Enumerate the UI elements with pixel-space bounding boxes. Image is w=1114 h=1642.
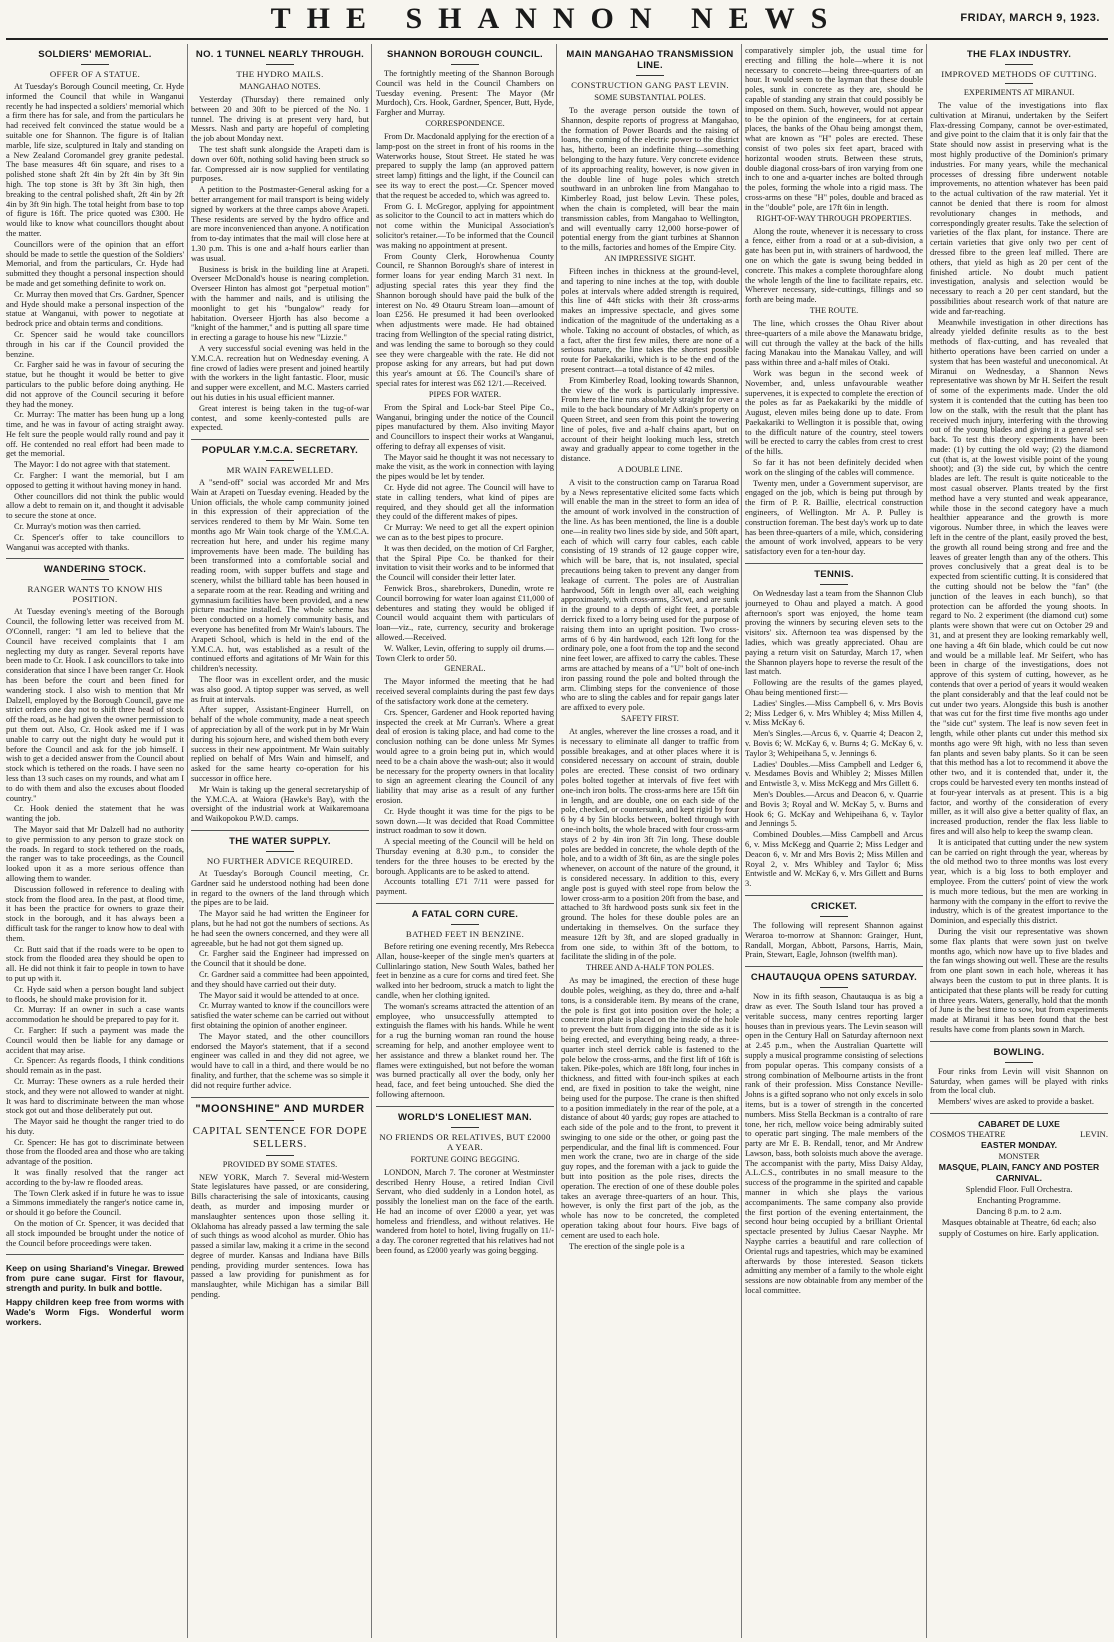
paragraph: Men's Doubles.—Arcus and Deacon 6, v. Quarrie and Bovis 3; Royal and W. McKay 5, v. Burns and Hook 6; G. McKay and Wehipeihana 6, v. Taylor and Jennings 5. xyxy=(745,789,923,829)
paragraph: As may be imagined, the erection of these huge double poles, weighing, as they do, three and a-half tons, is a considerable item. By means of the crane, the pole is first got into position over the hole; a concrete iron plate is placed on the inside of the hole to prevent the butt from digging into the side as it is being erected, and everything being ready, a three-quarter inch steel derrick cable is fastened to the pole below the cross-arms, and the first lift of 16ft is taken. Pike-poles, which are 18ft long, four inches in thickness, and fitted with four-inch spikes at each end, are fixed in position to take the weight, nine being used for the purpose. The crane is then shifted to a position immediately in the rear of the pole, at a distance of about 40 yards; guy ropes are attached to each side of the pole and to the front, to prevent it swinging to one side or the other, or going past the perpendicular, and the final lift is commenced. Four men work the crane, two are in charge of the side guy ropes, and the foreman with a jack to guide the butt into position as the pole rises, directs the operation. The erection of one of these double poles takes an average three-quarters of an hour. This, however, is only the first part of the job, as the whole has now to be concreted, the completed operation taking about four hours. Five bags of cement are used to each hole. xyxy=(561,976,739,1240)
divider xyxy=(820,584,848,585)
article-bowling xyxy=(930,1047,1108,1107)
divider xyxy=(266,1155,294,1156)
article-ymca xyxy=(191,445,369,824)
divider xyxy=(451,64,479,65)
paragraph: A special meeting of the Council will be held on Thursday evening at 8.30 p.m., to consider the tenders for the three houses to be erected by the borough. Applicants are to be asked to attend. xyxy=(376,837,554,876)
paragraph: At Tuesday's Borough Council meeting, Cr. Hyde informed the Council that while in Wanganui recently he had inspected a soldiers' memorial which a firm there has for sale, and from the particulars he had received felt convinced the statue would be a suitable one for Shannon. The figure is of Italian marble, life size, sculptured in Italy and standing on a New Zealand Coromandel grey granite pedestal. The base measures 4ft 6in square, and rises to a polished stone shaft 2ft 4in by 2ft 4in by 3ft 9in high. The top stone is 3ft by 3ft 3in high, then breaking to the central polished shaft, 2ft 4in by 2ft 4in by 3ft 9in high. The total height from base to top of figure is 16ft. The price quoted was £300. He would like to know what councillors thought about the matter. xyxy=(6,82,184,238)
subheading: NO FRIENDS OR RELATIVES, BUT £2000 A YEAR. xyxy=(379,1131,551,1152)
paragraph: The Mayor said he thought the ranger tried to do his duty. xyxy=(6,1117,184,1136)
divider xyxy=(820,987,848,988)
paragraph: Four rinks from Levin will visit Shannon on Saturday, when games will be played with rinks from the local club. xyxy=(930,1066,1108,1096)
event-line: MONSTER xyxy=(998,1150,1040,1161)
headline: SHANNON BOROUGH COUNCIL. xyxy=(386,49,544,60)
paragraph: The value of the investigations into flax cultivation at Miranui, undertaken by the Seifert Flax-dressing Company, cannot be over-estimated, and give point to the claim that it is only fair that the State should now assist in preserving what is the most highly productive of the Dominion's primary industries. For many years, while the mechanical processes of dressing fibre underwent notable improvements, no attention whatever has been paid to the actual cultivation of the raw material. Yet it cannot be denied that there is room for almost revolutionary changes in methods, and correspondingly greater results. Take the selection of varieties of the flax plant, for instance. There are certain varieties that give only two per cent of dressed fibre to the green leaf milled. There are others, that yield as high as 20 per cent of the finished article. No doubt much patient investigation, analysis and selection would be necessary to reach a 20 per cent standard, but the possibilities about research work of that nature are wide and far-reaching. xyxy=(930,101,1108,316)
paragraph: Work was begun in the second week of November, and, unless unfavourable weather supervenes, it is expected to complete the erection of the poles as far as Paekakariki by the middle of August, eleven miles being done up to date. From Paekakariki to Wellington it is possible that, owing to the difficult nature of the country, steel towers will be erected to carry the cables from crest to crest of the hills. xyxy=(745,368,923,457)
advertisement-vinegar: Keep on using Shariand's Vinegar. Brewed from pure cane sugar. First for flavour, strength and purity. In bulk and bottle. xyxy=(6,1263,184,1294)
divider xyxy=(266,64,294,65)
article-loneliest-man xyxy=(376,1112,554,1256)
paragraph: On the motion of Cr. Spencer, it was decided that all stock impounded be brought under the notice of the Council before proceedings were taken. xyxy=(6,1219,184,1248)
divider xyxy=(266,1120,294,1121)
paragraph: Cr. Fargher: If such a payment was made the Council would then be liable for any damage or accident that may arise. xyxy=(6,1025,184,1055)
paragraph: Cr. Hyde thought it was time for the pigs to be sown down.—It was decided that Road Committee instruct roadman to sow it down. xyxy=(376,806,554,836)
divider xyxy=(191,439,369,440)
advertisement-box xyxy=(6,1254,184,1327)
article-soldiers-memorial xyxy=(6,49,184,552)
paragraph: Discussion followed in reference to dealing with stock from the flood area. In the past, at flood time, it has been the practice for owners to graze their stock in the borough, and it has always been a difficult task for the ranger to know how to deal with them. xyxy=(6,884,184,943)
divider xyxy=(266,460,294,461)
column-rule xyxy=(741,44,742,1638)
paragraph: Fenwick Bros., sharebrokers, Dunedin, wrote re Council borrowing for water loan against £11,000 of debentures and stating they would be obliged if Council would acquaint them with particulars of loan—viz., rate, currency, security and brokerage allowed.—Received. xyxy=(376,584,554,643)
paragraph: The Mayor said it would be attended to at once. xyxy=(199,990,360,1000)
paragraph: A petition to the Postmaster-General asking for a better arrangement for mail transport is being widely signed by workers at the three camps above Arapeti. These residents are served by the hydro office and are more inconvenienced than anyone. A notification from to-day intimates that the mail will close here at 1.30 p.m. This is one and a-half hours earlier than was usual. xyxy=(191,185,369,263)
paragraph: The test shaft sunk alongside the Arapeti dam is down over 60ft, nothing solid having been struck so far. Compressed air is now supplied for ventilating purposes. xyxy=(191,144,369,184)
divider xyxy=(191,830,369,831)
divider xyxy=(451,1127,479,1128)
subheading: THE ROUTE. xyxy=(809,305,859,315)
paragraph: Cr. Fargher: I want the memorial, but I am opposed to getting it without having money in hand. xyxy=(6,471,184,490)
paragraph: From Dr. Macdonald applying for the erection of a lamp-post on the street in front of his rooms in the Waterworks house, Stout Street. He stated he was prepared to supply the lamp (an approved pattern street lamp) fittings and the light, if the Council can see its way to erect the post.—Cr. Spencer moved that the request be acceded to, which was agreed to. xyxy=(376,131,554,200)
divider xyxy=(191,1097,369,1098)
paragraph: Members' wives are asked to provide a basket. xyxy=(938,1097,1094,1107)
paragraph: Cr. Hyde did not agree. The Council will have to state in calling tenders, what kind of pipes are required, and they should get all the information they could of the different makes of pipes. xyxy=(376,483,554,522)
subheading: RANGER WANTS TO KNOW HIS POSITION. xyxy=(27,584,163,605)
paragraph: comparatively simpler job, the usual time for erecting and filling the hole—where it is not necessary to concrete—being three-quarters of an hour. It would seem to the layman that these double poles, sunk in concrete as they are, should be capable of standing any strain that could possibly be imposed on them. Such, however, would not appear to be the opinion of the engineers, for at certain places, the banks of the Ohau being amongst them, what are known as "H" poles are erected. These consist of two poles six feet apart, braced with horizontal wooden struts. Between these struts, double diagonal cross-bars of iron varying from one inch to one and a-quarter inches are bolted through the poles, forming the whole into a rigid mass. The cross-arms on these "H" poles, double and braced as in the "double" pole, are 17ft 6in in length. xyxy=(745,46,923,212)
article-transmission-line xyxy=(561,49,739,1251)
paragraph: Cr. Murray wanted to know if the councillors were satisfied the water scheme can be carried out without first obtaining the opinion of another engineer. xyxy=(191,1001,369,1030)
headline: A FATAL CORN CURE. xyxy=(411,908,519,920)
paragraph: The Mayor said that Mr Dalzell had no authority to give permission to any person to graze stock on the roads. In regard to stock tethered on the roads, the ranger was to take proceedings, as the Council looked upon it as a more serious offence than allowing them to wander. xyxy=(6,824,184,883)
subheading: MANGAHAO NOTES. xyxy=(239,82,321,91)
article-borough-council xyxy=(376,49,554,897)
paragraph: From G. I. McGregor, applying for appointment as solicitor to the Council to act in matters which do not come within the Municipal Association's solicitor's retainer.—To be informed that the Council was making no appointment at present. xyxy=(376,201,554,250)
paragraph: Cr. Hyde said when a person bought land subject to floods, he should make provision for it. xyxy=(6,984,184,1004)
divider xyxy=(745,966,923,967)
divider xyxy=(451,924,479,925)
paragraph: From Kimberley Road, looking towards Shannon, the view of the work is particularly impressive. From here the line runs absolutely straight for over a mile to the back boundary of Mr Adkin's property on Queen Street, and seen from this point the towering line of poles, five and a-half chains apart, but on account of their height looking much less, stretch away and gradually appear to come together in the distance. xyxy=(561,375,739,464)
paragraph: Now in its fifth season, Chautauqua is as big a draw as ever. The South Island tour has proved a veritable success, many centres reporting larger houses than in previous years. The Levin season will open in the Century Hall on Saturday afternoon next at 2.45 p.m., when the Australian Quartette will supply a musical programme consisting of selections from popular operas. This company consists of a strong combination of Melbourne artists in the front rank of their profession. Miss Constance Neville-Johns is a gifted soprano who not only excels in solo items, but is a tower of strength in the concerted numbers. Miss Stella Beckman is a contralto of rare tone, her rich, mellow voice being admirably suited to operatic part singing. The male members of the party are Mr E. B. Rendall, tenor, and Mr Andrew Lawson, bass, both soloists much above the average. The accompanist with the party, Miss Daisy Alday, A.L.C.S., contributes in no small measure to the success of the programme in the spirited and capable manner in which she plays the various accompaniments. The same company also provide the first portion of the evening entertainment, the second hour being occupied by a brilliant Oriental spectacle presented by Julius Caesar Nayphe. Mr Nayphe carries a beautiful and rare collection of Oriental rugs and tapestries, which may be examined afterwards by those interested. Season tickets admitting any member of a family to the whole eight sessions are now obtainable from any member of the local committee. xyxy=(745,992,923,1296)
paragraph: It was finally resolved that the ranger act according to the by-law re flooded areas. xyxy=(6,1168,184,1187)
divider xyxy=(1005,1062,1033,1063)
masthead-rule xyxy=(6,38,1108,40)
paragraph: The fortnightly meeting of the Shannon Borough Council was held in the Council Chambers on Tuesday evening. Present: The Mayor (Mr Murdoch), Crs. Hook, Gardner, Spencer, Butt, Hyde, Fargher and Murray. xyxy=(376,69,554,118)
paragraph: The Mayor said he thought it was not necessary to make the visit, as the work in connection with laying the pipes would be let by tender. xyxy=(376,452,554,482)
subheading: FORTUNE GOING BEGGING. xyxy=(410,1154,520,1164)
headline: THE FLAX INDUSTRY. xyxy=(966,49,1072,60)
paragraph: Cr. Murray: These owners as a rule herded their stock, and they were not allowed to wander at night. It was hard to discriminate between the man whose stock got out and those deliberately put out. xyxy=(6,1076,184,1116)
paragraph: The Mayor: I do not agree with that statement. xyxy=(14,460,171,470)
divider xyxy=(636,75,664,76)
headline: SOLDIERS' MEMORIAL. xyxy=(38,49,152,60)
article-tennis xyxy=(745,569,923,889)
paragraph: Cr. Gardner said a committee had been appointed, and they should have carried out their duty. xyxy=(191,969,369,989)
divider xyxy=(266,851,294,852)
paragraph: Mr Wain is taking up the general secretaryship of the Y.M.C.A. at Waiora (Hawke's Bay), with the oversight of the industrial work at Waikaremoana and Waikopokou P.W.D. camps. xyxy=(191,784,369,824)
paragraph: The line, which crosses the Ohau River about three-quarters of a mile above the Manawatu bridge, will cut through the valley at the back of the hills facing Manakau into the Manakau Valley, and will pass within three and a-half miles of Otaki. xyxy=(745,318,923,368)
masthead xyxy=(0,0,1114,40)
column-3 xyxy=(376,46,554,1636)
column-rule xyxy=(187,44,188,1638)
divider xyxy=(745,895,923,896)
paragraph: Other councillors did not think the public would allow a debt to remain on it, and thought it advisable to secure the stone at once. xyxy=(6,491,184,521)
article-flax-industry xyxy=(930,49,1108,1035)
headline: WANDERING STOCK. xyxy=(43,564,147,576)
event-line: Dancing 8 p.m. to 2 a.m. xyxy=(976,1205,1062,1216)
divider xyxy=(81,64,109,65)
paragraph: Ladies' Singles.—Miss Campbell 6, v. Mrs Bovis 2; Miss Ledger 6, v. Mrs Whibley 4; Miss Millen 4, v. Miss McKay 6. xyxy=(745,698,923,728)
venue-line xyxy=(930,1130,1108,1140)
article-tunnel xyxy=(191,49,369,433)
subheading: SAFETY FIRST. xyxy=(621,714,679,724)
article-wandering-stock xyxy=(6,564,184,1248)
paragraph: The Town Clerk asked if in future he was to issue a Simmons immediately the ranger's notice came in, or should it go before the Council. xyxy=(6,1188,184,1218)
subheading: THE HYDRO MAILS. xyxy=(236,69,324,79)
divider xyxy=(1005,64,1033,65)
divider xyxy=(930,1041,1108,1042)
headline: BOWLING. xyxy=(993,1046,1045,1058)
divider xyxy=(1005,83,1033,84)
divider xyxy=(745,563,923,564)
issue-date: FRIDAY, MARCH 9, 1923. xyxy=(960,12,1100,24)
article-water-supply xyxy=(191,836,369,1091)
article-moonshine xyxy=(191,1103,369,1300)
paragraph: The Mayor stated, and the other councillors endorsed the Mayor's statement, that if a second engineer was called in and they did not agree, we would have to call in a third, and there would be no finality, and further, that the scheme was so simple it did not require further advice. xyxy=(191,1031,369,1090)
paragraph: The Mayor said he had written the Engineer for plans, but he had not got the numbers of sections. As he had seen the owners concerned, and they were all agreeable, but he had not got them signed up. xyxy=(191,909,369,948)
headline: POPULAR Y.M.C.A. SECRETARY. xyxy=(201,445,359,457)
paragraph: It is anticipated that cutting under the new system can be carried on right through the year, whereas by the old method two to three months was lost every year, which is a big loss to both employer and employee. From the cutters' point of view the work is much more tedious, but the men are working in harmony with the company in the effort to revive the industry, which is of the greatest importance to the Dominion, and especially this district. xyxy=(930,837,1108,926)
paragraph: At angles, wherever the line crosses a road, and it is necessary to eliminate all danger to traffic from possible breakages, and at other places where it is considered necessary on account of strain, double poles are erected. These consist of two ordinary poles bolted together at intervals of five feet with one-inch iron bolts. The cross-arms here are 15ft 6in in length, and are double, one on each side of the pole, checked, or countersunk, and kept rigid by four 6 by 4 by 5in blocks between, bolted through with one-inch bolts, the whole braced with four cross-arm stays of 2 by 4in iron 3ft 7in long. These double poles are bedded in concrete, the whole depth of the hole, and to a width of 3ft 6in, as are the single poles whenever, on account of the nature of the ground, it is considered necessary. In addition to this, every angle post is guyed with steel rope from below the lower cross-arm to a position 20ft from the base, and attached to 3ft hardwood posts sunk six feet in the ground. The holes for these double poles are an undertaking in themselves. On the surface they measure 12ft by 3ft, and are sloped gradually in from one side, to within 3ft of the bottom, to facilitate the sliding in of the pole. xyxy=(561,727,739,962)
paragraph: Cr. Spencer: As regards floods, I think conditions should remain as in the past. xyxy=(6,1056,184,1076)
paragraph: A "send-off" social was accorded Mr and Mrs Wain at Arapeti on Tuesday evening. Headed by the Union officials, the whole camp community joined in this expression of their appreciation of the services rendered to them by Mr Wain. Some ten months ago Mr Wain took charge of the Y.M.C.A. recreation hut here, and under his regime many improvements have been made. The building has been transformed into a comfortable social and reading room, with supper buffets and stage and scenery, whilst the billiard table has been housed in a separate room at the rear. Reading and writing and gymnasium facilities have been provided, and a new picture machine installed. The whole scheme has been conducted on a homely community basis, and everyone has benefited from Mr Wain's labours. The Arapeti School, which is held in the end of the Y.M.C.A. hut, was established as a result of the continued efforts and agitations of Mr Wain for this children's necessity. xyxy=(191,478,369,674)
column-rule xyxy=(556,44,557,1638)
paragraph: A visit to the construction camp on Tararua Road by a News representative elicited some facts which will enable the man in the street to form an idea of the amount of work involved in the construction of the line. As has been mentioned, the line is a double one—in reality two lines side by side, and 50ft apart, each of which will carry four cables, each cable consisting of 19 strands of 12 gauge copper wire, which will be bare, that is, not insulated, special precautions being taken to prevent any danger from leakage of current. The poles are of Australian hardwood, 56ft in length over all, each weighing approximately, with cross-arms, 35cwt, and are sunk in the ground to a depth of eight feet, a portable derrick fixed to a lorry being used for the purpose of raising them into an upright position. Two cross-arms of 6 by 4in hardwood, each 12ft long for the ordinary pole, one a foot from the top and the second nine feet lower, are affixed to carry the cables. These arms are attached by means of a "U" bolt of one-inch iron passing round the pole and bolted through the arm. Climbing steps for the convenience of those who are to sling the cables and for repair gangs later are affixed to every pole. xyxy=(561,477,739,713)
headline: NO. 1 TUNNEL NEARLY THROUGH. xyxy=(195,49,365,60)
event-date: EASTER MONDAY. xyxy=(980,1139,1058,1150)
paragraph: Cr. Fargher said the Engineer had impressed on the Council that it should be done. xyxy=(191,949,369,969)
paragraph: Cr. Spencer: He has got to discriminate between those from the flooded area and those who are taking advantage of the position. xyxy=(6,1137,184,1167)
headline: "MOONSHINE" AND MURDER xyxy=(195,1102,365,1115)
headline: THE WATER SUPPLY. xyxy=(229,835,331,847)
paragraph: LONDON, March 7. The coroner at Westminster described Henry House, a retired Indian Civil Servant, who died suddenly in a London hotel, as possibly the loneliest man on the face of the earth. He had an income of over £2000 a year, yet was homeless and friendless, and without relatives. He wandered from hotel to hotel, living frugally on 11/- a day. The coroner regretted that his relatives had not been found, as £2000 yearly was going begging. xyxy=(376,1167,554,1256)
article-fatal-corn-cure xyxy=(376,909,554,1100)
paragraph: From County Clerk, Horowhenua County Council, re Shannon Borough's share of interest in former loans for year ending March 31 next. In adjusting special rates this year they find the Shannon borough should have paid the bulk of the interest on No. 49 Otauru Stream loan—amount of loan £256. He presumed it had been overlooked when adjustments were made. He had obtained tracing from Wellington of the special rating district, and was lending the same to borough so they could see they were chargeable with the rate. He did not propose asking for any arrears, but had put down this year's amount at £6. The Council's share of special rates for interest was £62 12/1.—Received. xyxy=(376,251,554,388)
headline: MAIN MANGAHAO TRANSMISSION LINE. xyxy=(566,49,734,71)
article-chautauqua xyxy=(745,972,923,1296)
paragraph: Cr. Hook denied the statement that he was wanting the job. xyxy=(6,804,184,824)
paragraph: Men's Singles.—Arcus 6, v. Quarrie 4; Deacon 2, v. Bovis 6; W. McKay 6, v. Burns 4; G. McKay 6, v. Taylor 3; Wehipeihana 5, v. Jennings 6. xyxy=(745,729,923,758)
advertisement-cabaret xyxy=(930,1119,1108,1239)
divider xyxy=(930,1113,1108,1114)
paragraph: Ladies' Doubles.—Miss Campbell and Ledger 6, v. Mesdames Bovis and Whibley 2; Misses Millen and Entwistle 3, v. Miss McKegg and Mrs Gillett 6. xyxy=(745,759,923,789)
article-transmission-line-continued xyxy=(745,46,923,557)
headline: CRICKET. xyxy=(810,900,858,912)
newspaper-title: THE SHANNON NEWS xyxy=(270,2,844,35)
subheading: IMPROVED METHODS OF CUTTING. xyxy=(941,69,1097,79)
paragraph: Cr. Murray's motion was then carried. xyxy=(14,522,141,532)
paragraph: The woman's screams attracted the attention of an employee, who unsuccessfully attempted to extinguish the flames with his hands. While he went for a rug the burning woman ran round the house screaming for help, and another employee went to her assistance and threw a blanket round her. The flames were extinguished, but not before the woman was burned practically all over the body, only her head, face, and feet being untouched. She died the following afternoon. xyxy=(376,1001,554,1099)
paragraph: Cr. Murray: If an owner in such a case wants accommodation he should be prepared to pay for it. xyxy=(6,1005,184,1025)
divider xyxy=(376,1106,554,1107)
paragraph: Crs. Spencer, Gardener and Hook reported having inspected the creek at Mr Curran's. Where a great deal of erosion is taking place, and had come to the conclusion nothing can be done unless Mr Symes would agree to a groin being put in, which would need to be a chain above the wash-out; also it would be necessary for the property owners in that locality to sign an agreement clearing the Council of any liability that may arise as a result of any further erosion. xyxy=(376,707,554,805)
paragraph: From the Spiral and Lock-bar Steel Pipe Co., Wanganui, bringing under the notice of the Council pipes manufactured by them. Also inviting Mayor and Councillors to inspect their works at Wanganui, offering to defray all expenses of visit. xyxy=(376,402,554,451)
paragraph: Cr. Spencer said he would take councillors through in his car if the Council provided the benzine. xyxy=(6,329,184,359)
subheading: EXPERIMENTS AT MIRANUI. xyxy=(963,88,1075,97)
paragraph: Twenty men, under a Government supervisor, are engaged on the job, which is being put through by the firm of P. R. Baillie, electrical construction engineers, of Wellington. Mr A. P. Pulley is construction foreman. The best day's work up to date has been three-quarters of a mile, which, considering the amount of work involved, appears to be very satisfactory even for a ten-hour day. xyxy=(745,478,923,557)
paragraph: At Tuesday evening's meeting of the Borough Council, the following letter was received from M. O'Connell, ranger: "I am led to believe that the Council have received complaints that I am neglecting my duty as ranger. Several reports have been made to Cr. Hook. I ask councillors to take into consideration that since I have been ranger Cr. Hook has been before the court and been fined for wandering stock. I also wish to mention that Mr Dalzell, employed by the Borough Council, gave me strict orders one day not to shift three head of stock off the road, as he had given the owner permission to put them out. Also, Cr. Hook asked me if I was unable to carry out the night duty he would put it before the Council and ask for the job himself. I wish to get a decided answer from the Council about stock which is tethered on the roads. I have seen no less than 13 such cases on my rounds, and what am I to do with them and also the excuses about flooded country." xyxy=(6,607,184,803)
paragraph: Following are the results of the games played, Ohau being mentioned first:— xyxy=(745,678,923,698)
paragraph: Combined Doubles.—Miss Campbell and Arcus 6, v. Miss McKegg and Quarrie 2; Miss Ledger and Deacon 6, v. Mr and Mrs Bovis 2; Miss Millen and Royal 2, v. Mrs Whibley and Taylor 6; Miss Entwistle and W. McKay 6, v. Mrs Gillett and Burns 3. xyxy=(745,830,923,889)
event-line: Splendid Floor. Full Orchestra. xyxy=(965,1183,1073,1194)
subheading: THREE AND A-HALF TON POLES. xyxy=(586,963,714,973)
paragraph: W. Walker, Levin, offering to supply oil drums.—Town Clerk to order 50. xyxy=(376,643,554,663)
headline: WORLD'S LONELIEST MAN. xyxy=(398,1111,532,1123)
subheading: BATHED FEET IN BENZINE. xyxy=(405,928,525,939)
column-6 xyxy=(930,46,1108,1636)
headline: CHAUTAUQUA OPENS SATURDAY. xyxy=(750,972,918,984)
paragraph: Accounts totalling £71 7/11 were passed for payment. xyxy=(376,877,554,897)
subheading: SOME SUBSTANTIAL POLES. xyxy=(594,93,706,102)
paragraph: NEW YORK, March 7. Several mid-Western State legislatures have passed, or are considering, Bills characterising the sale of intoxicants, causing death, as murder and imposing murder or manslaughter sentences upon those selling it. Oklahoma has already passed a law terming the sale of such things as wood alcohol as murder. Ohio has passed a similar law, making it a crime in the second degree of murder. Kansas and Indiana have Bills pending, providing murder sentences. Iowa has passed a law providing for punishment as for manslaughter, while Michigan has a similar Bill pending. xyxy=(191,1172,369,1300)
paragraph: Before retiring one evening recently, Mrs Rebecca Allan, house-keeper of the single men's quarters at Cullinlaringo station, New South Wales, bathed her feet in benzine as a cure for corns and tired feet. She walked into her bedroom, struck a match to light the candle, when her clothing ignited. xyxy=(376,941,554,1000)
paragraph: Councillors were of the opinion that an effort should be made to settle the question of the Soldiers' Memorial, and from the particulars, Cr. Hyde had submitted they thought a personal inspection should be made and get something definite to work on. xyxy=(6,239,184,288)
column-1 xyxy=(6,46,184,1636)
paragraph: The erection of the single pole is a xyxy=(569,1241,685,1251)
paragraph: Great interest is being taken in the tug-of-war contest, and some keenly-contested pulls are expected. xyxy=(191,403,369,433)
subheading: PIPES FOR WATER. xyxy=(428,389,502,399)
paragraph: After supper, Assistant-Engineer Hurrell, on behalf of the whole community, made a neat speech of appreciation by all of the work put in by Mr Wain during his sojourn here, and wished them both every success in their new appointment. Mr Wain suitably replied on behalf of Mrs Wain and himself, and asked for the same hearty co-operation for his successor in office here. xyxy=(191,705,369,783)
event-title: MASQUE, PLAIN, FANCY AND POSTER CARNIVAL. xyxy=(938,1161,1100,1183)
subheading: AN IMPRESSIVE SIGHT. xyxy=(604,253,696,263)
paragraph: To the average person outside the town of Shannon, despite reports of progress at Mangahao, the formation of Power Boards and the raising of loans, the coming of the electric power to the district has, hitherto, been an indefinite thing—something belonging to the hazy future. Very concrete evidence of its approaching reality, however, is now given in the double line of huge poles which stretch southward in an unbroken line from Mangahao to Kimberley Road, just below Levin. These poles, when the chain is completed, will bear the main transmission cables, from Mangahao to Wellington, and will eventually carry 12,000 horse-power of potential energy from the giant turbines at Shannon to the mills, factories and homes of the Empire City. xyxy=(561,106,739,253)
headline: TENNIS. xyxy=(814,569,854,581)
subheading: OFFER OF A STATUE. xyxy=(49,69,141,79)
paragraph: Fifteen inches in thickness at the ground-level, and tapering to nine inches at the top, with double poles at intervals where added strength is required, this line of 44ft sticks with their 3ft cross-arms makes an impressive spectacle, and gives some indication of the magnitude of the undertaking as a whole. Taking no account of obstacles, of which, as a fact, after the first few miles, there are none of a serious nature, the line takes the shortest possible route for Paekakariki, which is to be the end of the present contract—a total distance of 42 miles. xyxy=(561,266,739,374)
paragraph: Cr. Murray then moved that Crs. Gardner, Spencer and Hyde should make a personal inspection of the statue at Wanganui, with power to negotiate at bedrock price and obtain terms and conditions. xyxy=(6,289,184,329)
subheading: MR WAIN FAREWELLED. xyxy=(226,465,334,476)
paragraph: Cr. Fargher said he was in favour of securing the statue, but he thought it would be better to give particulars to the public before doing anything. He did not approve of the Council securing it before they had the money. xyxy=(6,360,184,409)
column-5 xyxy=(745,46,923,1636)
divider xyxy=(6,558,184,559)
paragraph: Meanwhile investigation in other directions has already yielded definite results as to the best methods of flax-cutting, and has revealed that hitherto operations have been carried on under a system that has been wasteful and uneconomical. At Miranui on Wednesday, a Shannon News representative was shown by Mr H. Seifert the result of some of the experiments made. Under the old system it is contended that the cutting has been too low on the stalk, with the result that the plant has received much injury, interfering with the throwing out of the young blades and giving it a general set-back. To test this theory experiments have been made: (1) by cutting the old way; (2) the diamond cut (that is, at the lowest visible point of the young shoot); and (3) the side cut, by which the centre blades are left. The result is quite noticeable to the most casual observer. Plants treated by the first method have a very stunted and weak appearance, while those in the second category have a much healthier appearance and the growth is more vigorous. Number three, in which the leaves were left in the centre of the plant, easily proved the best, the growth all round being strong and free and the leaves of greater length than any of the others. This proves conclusively that a great deal is to be expected from scientific cutting. It is considered that the cutting should not be below the "fan" (the junction of the leaves in each bunch), so that protection can be afforded the young shoots. In regard to No. 2 experiment (the diamond cut) some plants were shown that were cut on October 29 and 31, and at present they are looking remarkably well, one having a 4ft 6in blade, which could be cut now and would be a millable leaf. Mr Seifert, who has been in charge of the investigations, does not approve of this system of cutting, however, as he contends that over a period of years it would weaken the plant considerably and that the leaf could not be cut under two years. Alongside this bush is another that was cut for the first time five months ago under the "side cut" system. The leaf is now seven feet in length, while other plants cut under this method six months ago were 9ft high, with no less than seven fan plants and seven baby plants. So it can be seen that this method has a lot to recommend it above the other two, and it is contended that, under it, the crops could be harvested every ten months instead of at four-year intervals as at present. This is a big factor, and worthy of the consideration of every miller, as it will also give a better quality of flax, an increased production, render the flax less liable to fires and will also help to keep the swamp clean. xyxy=(930,317,1108,836)
paragraph: Along the route, whenever it is necessary to cross a fence, either from a road or at a sub-division, a gate has been put in, with strainers of hardwood, the one on which the gate is swung being bedded in concrete. This makes a complete thoroughfare along the whole length of the line to facilitate repairs, etc. Wherever necessary, side-cuttings, fillings and so forth are being made. xyxy=(745,226,923,305)
subheading: NO FURTHER ADVICE REQUIRED. xyxy=(206,855,354,866)
column-2 xyxy=(191,46,369,1636)
paragraph: Cr. Butt said that if the roads were to be open to stock from the flooded area they should be open to all. He did not think it fair to people in town to have to put up with it. xyxy=(6,944,184,983)
divider xyxy=(81,579,109,580)
subheading: GENERAL. xyxy=(444,664,486,674)
subheading: PROVIDED BY SOME STATES. xyxy=(222,1159,338,1169)
venue-name: COSMOS THEATRE xyxy=(930,1128,1006,1139)
advertisement-worm-figs: Happy children keep free from worms with Wade's Worm Figs. Wonderful worm workers. xyxy=(6,1297,184,1328)
paragraph: Cr Murray: We need to get all the expert opinion we can as to the best pipes to procure. xyxy=(376,523,554,543)
paragraph: Cr. Murray: The matter has been hung up a long time, and he was in favour of acting straight away. He felt sure the people would rally round and pay it off. He contended no real effort had been made to get the memorial. xyxy=(6,410,184,459)
divider xyxy=(820,916,848,917)
paragraph: The floor was in excellent order, and the music was also good. A tiptop supper was served, as well as fruit at intervals. xyxy=(191,675,369,704)
paragraph: Business is brisk in the building line at Arapeti. Overseer McDonald's house is nearing completion. Overseer Hinton has almost got "perpetual motion" with the hammer and nails, and is utilising the moonlight to get his "bungalow" ready for habitation. Overseer Hjorth has also become a "knight of the hammer," and is putting all spare time in erecting a garage to house his new "Lizzie." xyxy=(191,264,369,343)
headline: CABARET DE LUXE xyxy=(978,1118,1060,1129)
event-line: Enchanting Programme. xyxy=(977,1194,1061,1205)
paragraph: On Wednesday last a team from the Shannon Club journeyed to Ohau and played a match. A good afternoon's sport was enjoyed, the home team proving the winners by securing eleven sets to the visitors' six. Afternoon tea was dispensed by the ladies, which was greatly appreciated. Ohau are paying a return visit on Saturday, March 17, when the Shannon players hope to reverse the result of the last match. xyxy=(745,589,923,677)
paragraph: So far it has not been definitely decided when work on the slinging of the cables will commence. xyxy=(745,458,923,477)
paragraph: It was then decided, on the motion of Crl Fargher, that the Spiral Pipe Co. be thanked for their invitation to visit their works and to be informed that the Council will consider their letter later. xyxy=(376,543,554,583)
paragraph: The following will represent Shannon against Weraroa to-morrow at Shannon: Grainger, Hunt, Randall, Morgan, Abbott, Parsons, Harris, Main, Prain, Stewart, Eagle, Johnson (twelfth man). xyxy=(745,920,923,960)
venue-town: LEVIN. xyxy=(1080,1128,1108,1139)
column-rule xyxy=(926,44,927,1638)
subheading: CAPITAL SENTENCE FOR DOPE SELLERS. xyxy=(192,1124,368,1150)
column-4 xyxy=(561,46,739,1636)
article-cricket xyxy=(745,901,923,960)
subheading: A DOUBLE LINE. xyxy=(617,464,683,474)
paragraph: A very successful social evening was held in the Y.M.C.A. recreation hut on Wednesday evening. A fine crowd of ladies were present and joined heartily with the workers in the light fantastic. Floor, music and supper were excellent, and M.C. Masters carried out his duties in his usual efficient manner. xyxy=(191,343,369,402)
event-line: Masques obtainable at Theatre, 6d each; also supply of Costumes on hire. Early application. xyxy=(939,1216,1099,1238)
subheading: CORRESPONDENCE. xyxy=(425,118,505,128)
paragraph: At Tuesday's Borough Council meeting, Cr. Gardner said he understood nothing had been done in regard to the owners of the land through which the pipes are to be laid. xyxy=(191,868,369,908)
paragraph: During the visit our representative was shown some flax plants that were sown just on twelve months ago, which now have up to five blades and the fan wings showing out well. These are the results from one plant sown in each hole, whereas it has always been the custom to put in three plants. It is anticipated that these plants will be ready for cutting in three years. Waters, generally, hold that the month of June is the best time to sow, but from experiments made at Miranui it has been found that the best results have come from plants sown in March. xyxy=(930,926,1108,1034)
subheading: RIGHT-OF-WAY THROUGH PROPERTIES. xyxy=(756,213,912,223)
paragraph: The Mayor informed the meeting that he had received several complaints during the past few days of the satisfactory work done at the cemetery. xyxy=(376,677,554,707)
divider xyxy=(376,903,554,904)
subheading: CONSTRUCTION GANG PAST LEVIN. xyxy=(571,80,729,90)
paragraph: Cr. Spencer's offer to take councillors to Wanganui was accepted with thanks. xyxy=(6,532,184,552)
column-rule xyxy=(371,44,372,1638)
paragraph: Yesterday (Thursday) there remained only between 20 and 30ft to be pierced of the No. 1 tunnel. The driving is at present very hard, but Messrs. Nash and party are hopeful of completing the job about Monday next. xyxy=(191,95,369,144)
